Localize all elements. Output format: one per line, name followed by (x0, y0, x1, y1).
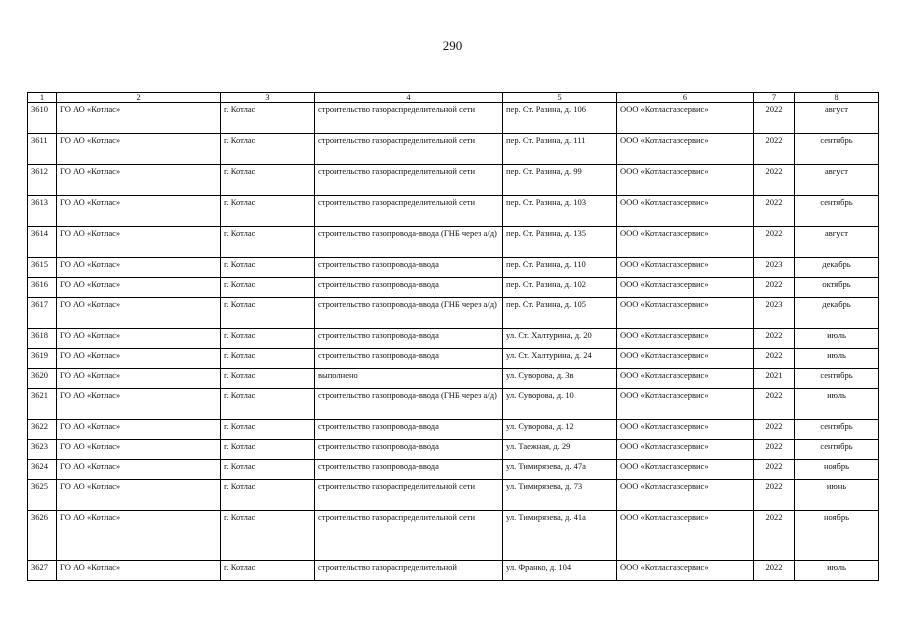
address-cell: пер. Ст. Разина, д. 135 (503, 227, 617, 258)
contractor-cell: ООО «Котласгазсервис» (617, 349, 754, 369)
register-table (27, 92, 879, 581)
work-type-cell: строительство газопровода-ввода (315, 460, 503, 480)
table-row (28, 440, 879, 460)
work-type-cell: строительство газопровода-ввода (315, 420, 503, 440)
table-row (28, 196, 879, 227)
owner-cell: ГО АО «Котлас» (57, 165, 221, 196)
work-type-cell: строительство газопровода-ввода (315, 258, 503, 278)
work-type-cell: строительство газопровода-ввода (315, 278, 503, 298)
table-row (28, 480, 879, 511)
table-row (28, 165, 879, 196)
work-type-cell: строительство газораспределительной сети (315, 134, 503, 165)
column-header: 2 (57, 93, 221, 103)
owner-cell: ГО АО «Котлас» (57, 440, 221, 460)
city-cell: г. Котлас (221, 165, 315, 196)
row-number-cell: 3625 (28, 480, 57, 511)
row-number-cell: 3626 (28, 511, 57, 561)
month-cell: июль (795, 389, 879, 420)
contractor-cell: ООО «Котласгазсервис» (617, 369, 754, 389)
month-cell: август (795, 165, 879, 196)
contractor-cell: ООО «Котласгазсервис» (617, 103, 754, 134)
address-cell: ул. Ст. Халтурина, д. 20 (503, 329, 617, 349)
contractor-cell: ООО «Котласгазсервис» (617, 258, 754, 278)
year-cell: 2022 (754, 227, 795, 258)
address-cell: пер. Ст. Разина, д. 106 (503, 103, 617, 134)
work-type-cell: строительство газораспределительной сети (315, 196, 503, 227)
address-cell: пер. Ст. Разина, д. 99 (503, 165, 617, 196)
row-number-cell: 3611 (28, 134, 57, 165)
row-number-cell: 3612 (28, 165, 57, 196)
address-cell: пер. Ст. Разина, д. 105 (503, 298, 617, 329)
city-cell: г. Котлас (221, 278, 315, 298)
owner-cell: ГО АО «Котлас» (57, 420, 221, 440)
city-cell: г. Котлас (221, 227, 315, 258)
row-number-cell: 3610 (28, 103, 57, 134)
owner-cell: ГО АО «Котлас» (57, 258, 221, 278)
work-type-cell: строительство газопровода-ввода (315, 440, 503, 460)
month-cell: ноябрь (795, 460, 879, 480)
work-type-cell: строительство газораспределительной сети (315, 103, 503, 134)
owner-cell: ГО АО «Котлас» (57, 196, 221, 227)
city-cell: г. Котлас (221, 561, 315, 581)
work-type-cell: строительство газораспределительной сети (315, 511, 503, 561)
column-number-row (28, 93, 879, 103)
work-type-cell: строительство газораспределительной сети (315, 480, 503, 511)
month-cell: август (795, 103, 879, 134)
row-number-cell: 3614 (28, 227, 57, 258)
table-row (28, 420, 879, 440)
owner-cell: ГО АО «Котлас» (57, 561, 221, 581)
table-body (28, 103, 879, 581)
table-row (28, 349, 879, 369)
contractor-cell: ООО «Котласгазсервис» (617, 227, 754, 258)
row-number-cell: 3624 (28, 460, 57, 480)
city-cell: г. Котлас (221, 258, 315, 278)
month-cell: июль (795, 349, 879, 369)
contractor-cell: ООО «Котласгазсервис» (617, 480, 754, 511)
owner-cell: ГО АО «Котлас» (57, 389, 221, 420)
row-number-cell: 3621 (28, 389, 57, 420)
address-cell: пер. Ст. Разина, д. 111 (503, 134, 617, 165)
year-cell: 2023 (754, 298, 795, 329)
contractor-cell: ООО «Котласгазсервис» (617, 329, 754, 349)
month-cell: сентябрь (795, 196, 879, 227)
month-cell: декабрь (795, 298, 879, 329)
owner-cell: ГО АО «Котлас» (57, 103, 221, 134)
column-header: 8 (795, 93, 879, 103)
work-type-cell: строительство газопровода-ввода (315, 349, 503, 369)
month-cell: сентябрь (795, 134, 879, 165)
work-type-cell: строительство газопровода-ввода (ГНБ через а/д) (315, 389, 503, 420)
row-number-cell: 3616 (28, 278, 57, 298)
year-cell: 2022 (754, 561, 795, 581)
table-row (28, 134, 879, 165)
address-cell: ул. Франко, д. 104 (503, 561, 617, 581)
address-cell: ул. Суворова, д. 12 (503, 420, 617, 440)
owner-cell: ГО АО «Котлас» (57, 298, 221, 329)
month-cell: октябрь (795, 278, 879, 298)
row-number-cell: 3623 (28, 440, 57, 460)
city-cell: г. Котлас (221, 511, 315, 561)
month-cell: сентябрь (795, 369, 879, 389)
city-cell: г. Котлас (221, 420, 315, 440)
column-header: 5 (503, 93, 617, 103)
year-cell: 2022 (754, 134, 795, 165)
table-row (28, 389, 879, 420)
month-cell: декабрь (795, 258, 879, 278)
owner-cell: ГО АО «Котлас» (57, 278, 221, 298)
month-cell: июль (795, 561, 879, 581)
address-cell: ул. Таежная, д. 29 (503, 440, 617, 460)
work-type-cell: строительство газопровода-ввода (ГНБ через а/д) (315, 227, 503, 258)
address-cell: ул. Суворова, д. 3в (503, 369, 617, 389)
month-cell: август (795, 227, 879, 258)
work-type-cell: строительство газопровода-ввода (315, 329, 503, 349)
table-row (28, 369, 879, 389)
owner-cell: ГО АО «Котлас» (57, 349, 221, 369)
contractor-cell: ООО «Котласгазсервис» (617, 561, 754, 581)
city-cell: г. Котлас (221, 103, 315, 134)
table-row (28, 278, 879, 298)
city-cell: г. Котлас (221, 480, 315, 511)
page-number: 290 (442, 38, 463, 53)
year-cell: 2022 (754, 196, 795, 227)
work-type-cell: выполнено (315, 369, 503, 389)
table-row (28, 561, 879, 581)
work-type-cell: строительство газопровода-ввода (ГНБ через а/д) (315, 298, 503, 329)
table-row (28, 298, 879, 329)
address-cell: пер. Ст. Разина, д. 102 (503, 278, 617, 298)
row-number-cell: 3618 (28, 329, 57, 349)
year-cell: 2022 (754, 420, 795, 440)
row-number-cell: 3619 (28, 349, 57, 369)
column-header: 4 (315, 93, 503, 103)
owner-cell: ГО АО «Котлас» (57, 134, 221, 165)
table-row (28, 511, 879, 561)
month-cell: сентябрь (795, 440, 879, 460)
city-cell: г. Котлас (221, 134, 315, 165)
contractor-cell: ООО «Котласгазсервис» (617, 511, 754, 561)
table-row (28, 329, 879, 349)
table-row (28, 460, 879, 480)
city-cell: г. Котлас (221, 440, 315, 460)
city-cell: г. Котлас (221, 460, 315, 480)
row-number-cell: 3613 (28, 196, 57, 227)
row-number-cell: 3627 (28, 561, 57, 581)
year-cell: 2022 (754, 511, 795, 561)
owner-cell: ГО АО «Котлас» (57, 227, 221, 258)
contractor-cell: ООО «Котласгазсервис» (617, 134, 754, 165)
year-cell: 2021 (754, 369, 795, 389)
year-cell: 2022 (754, 389, 795, 420)
city-cell: г. Котлас (221, 298, 315, 329)
row-number-cell: 3617 (28, 298, 57, 329)
owner-cell: ГО АО «Котлас» (57, 511, 221, 561)
contractor-cell: ООО «Котласгазсервис» (617, 389, 754, 420)
contractor-cell: ООО «Котласгазсервис» (617, 460, 754, 480)
contractor-cell: ООО «Котласгазсервис» (617, 440, 754, 460)
address-cell: пер. Ст. Разина, д. 103 (503, 196, 617, 227)
address-cell: ул. Тимирязева, д. 41а (503, 511, 617, 561)
month-cell: июль (795, 329, 879, 349)
year-cell: 2022 (754, 460, 795, 480)
contractor-cell: ООО «Котласгазсервис» (617, 165, 754, 196)
year-cell: 2022 (754, 329, 795, 349)
column-header: 7 (754, 93, 795, 103)
work-type-cell: строительство газораспределительной (315, 561, 503, 581)
city-cell: г. Котлас (221, 329, 315, 349)
contractor-cell: ООО «Котласгазсервис» (617, 196, 754, 227)
table-row (28, 258, 879, 278)
address-cell: ул. Тимирязева, д. 47а (503, 460, 617, 480)
year-cell: 2022 (754, 103, 795, 134)
address-cell: ул. Тимирязева, д. 73 (503, 480, 617, 511)
year-cell: 2022 (754, 349, 795, 369)
owner-cell: ГО АО «Котлас» (57, 480, 221, 511)
column-header: 3 (221, 93, 315, 103)
month-cell: сентябрь (795, 420, 879, 440)
city-cell: г. Котлас (221, 369, 315, 389)
year-cell: 2022 (754, 278, 795, 298)
work-type-cell: строительство газораспределительной сети (315, 165, 503, 196)
column-header: 6 (617, 93, 754, 103)
month-cell: ноябрь (795, 511, 879, 561)
owner-cell: ГО АО «Котлас» (57, 460, 221, 480)
address-cell: пер. Ст. Разина, д. 110 (503, 258, 617, 278)
row-number-cell: 3622 (28, 420, 57, 440)
owner-cell: ГО АО «Котлас» (57, 369, 221, 389)
address-cell: ул. Суворова, д. 10 (503, 389, 617, 420)
year-cell: 2022 (754, 165, 795, 196)
row-number-cell: 3620 (28, 369, 57, 389)
city-cell: г. Котлас (221, 196, 315, 227)
address-cell: ул. Ст. Халтурина, д. 24 (503, 349, 617, 369)
contractor-cell: ООО «Котласгазсервис» (617, 278, 754, 298)
city-cell: г. Котлас (221, 389, 315, 420)
table-row (28, 227, 879, 258)
column-header: 1 (28, 93, 57, 103)
year-cell: 2022 (754, 480, 795, 511)
owner-cell: ГО АО «Котлас» (57, 329, 221, 349)
year-cell: 2022 (754, 440, 795, 460)
city-cell: г. Котлас (221, 349, 315, 369)
row-number-cell: 3615 (28, 258, 57, 278)
table-row (28, 103, 879, 134)
contractor-cell: ООО «Котласгазсервис» (617, 298, 754, 329)
year-cell: 2023 (754, 258, 795, 278)
month-cell: июнь (795, 480, 879, 511)
contractor-cell: ООО «Котласгазсервис» (617, 420, 754, 440)
